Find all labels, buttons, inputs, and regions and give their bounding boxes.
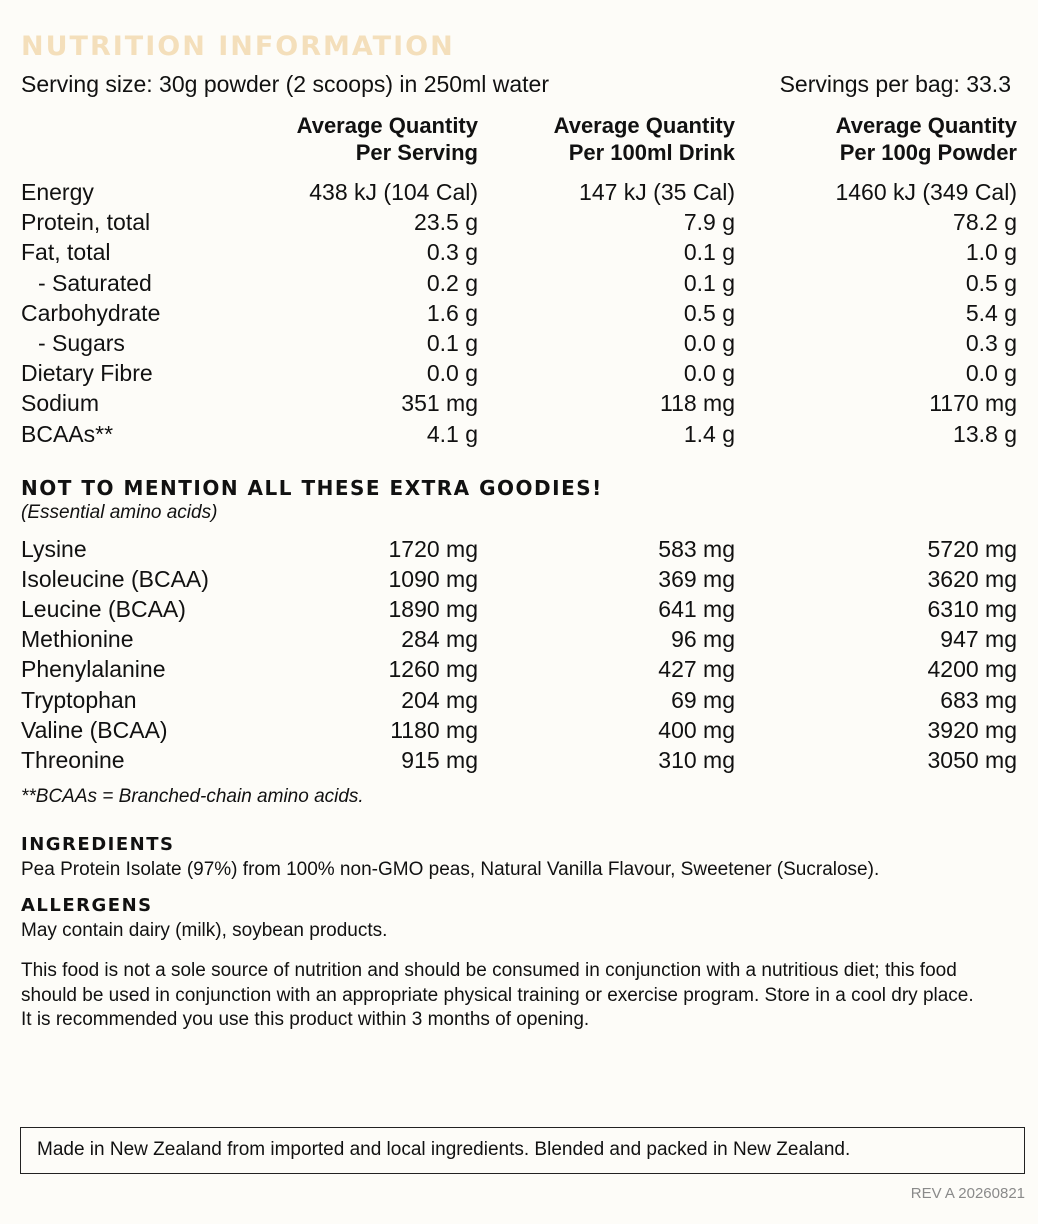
bcaa-footnote: **BCAAs = Branched-chain amino acids. [21, 786, 364, 808]
table-row: Methionine 284 mg 96 mg 947 mg [21, 626, 1017, 653]
origin-statement-box: Made in New Zealand from imported and local ingredients. Blended and packed in New Zealand. [20, 1127, 1025, 1174]
nutrition-panel [21, 30, 1017, 1033]
column-header: Average Quantity Per 100ml Drink [553, 113, 735, 165]
table-row: Protein, total 23.5 g 7.9 g 78.2 g [21, 209, 1017, 236]
column-header: Average Quantity Per Serving [296, 113, 478, 165]
ingredients-heading: INGREDIENTS [21, 834, 175, 856]
table-row: Sodium 351 mg 118 mg 1170 mg [21, 390, 1017, 417]
table-row: Isoleucine (BCAA) 1090 mg 369 mg 3620 mg [21, 565, 1017, 592]
table-row: BCAAs** 4.1 g 1.4 g 13.8 g [21, 420, 1017, 447]
table-row: Threonine 915 mg 310 mg 3050 mg [21, 747, 1017, 773]
extras-note: (Essential amino acids) [21, 501, 218, 523]
table-row: Phenylalanine 1260 mg 427 mg 4200 mg [21, 656, 1017, 683]
allergens-heading: ALLERGENS [21, 895, 153, 917]
page-title: NUTRITION INFORMATION [21, 31, 455, 62]
allergens-text: May contain dairy (milk), soybean products. [21, 920, 388, 942]
table-row: Dietary Fibre 0.0 g 0.0 g 0.0 g [21, 360, 1017, 387]
ingredients-text: Pea Protein Isolate (97%) from 100% non-GMO peas, Natural Vanilla Flavour, Sweetener (Sucralose). [21, 859, 880, 881]
table-row: Energy 438 kJ (104 Cal) 147 kJ (35 Cal) 1460 kJ (349 Cal) [21, 179, 1017, 205]
table-row: Valine (BCAA) 1180 mg 400 mg 3920 mg [21, 716, 1017, 743]
extras-heading: NOT TO MENTION ALL THESE EXTRA GOODIES! [21, 475, 603, 500]
table-row: - Saturated 0.2 g 0.1 g 0.5 g [38, 269, 1017, 296]
column-headers [21, 112, 1017, 166]
table-row: Tryptophan 204 mg 69 mg 683 mg [21, 686, 1017, 713]
table-row: Fat, total 0.3 g 0.1 g 1.0 g [21, 239, 1017, 266]
serving-info [21, 69, 1017, 99]
serving-size: Serving size: 30g powder (2 scoops) in 250ml water [21, 71, 549, 97]
table-row: - Sugars 0.1 g 0.0 g 0.3 g [38, 329, 1017, 356]
nutrient-table [21, 177, 1017, 449]
amino-acid-table [21, 534, 1017, 776]
table-row: Carbohydrate 1.6 g 0.5 g 5.4 g [21, 299, 1017, 326]
table-row: Leucine (BCAA) 1890 mg 641 mg 6310 mg [21, 596, 1017, 623]
disclaimer-text: This food is not a sole source of nutrition and should be consumed in conjunction with a nutritious diet; this food should be used in conjunction with an appropriate physical training or exercise program. Store in a cool dry place. It is recommended you use this product within 3 months of opening. [21, 960, 974, 1031]
revision-code: REV A 20260821 [910, 1185, 1025, 1202]
servings-per-bag: Servings per bag: 33.3 [779, 71, 1011, 97]
column-header: Average Quantity Per 100g Powder [835, 113, 1017, 165]
table-row: Lysine 1720 mg 583 mg 5720 mg [21, 535, 1017, 562]
